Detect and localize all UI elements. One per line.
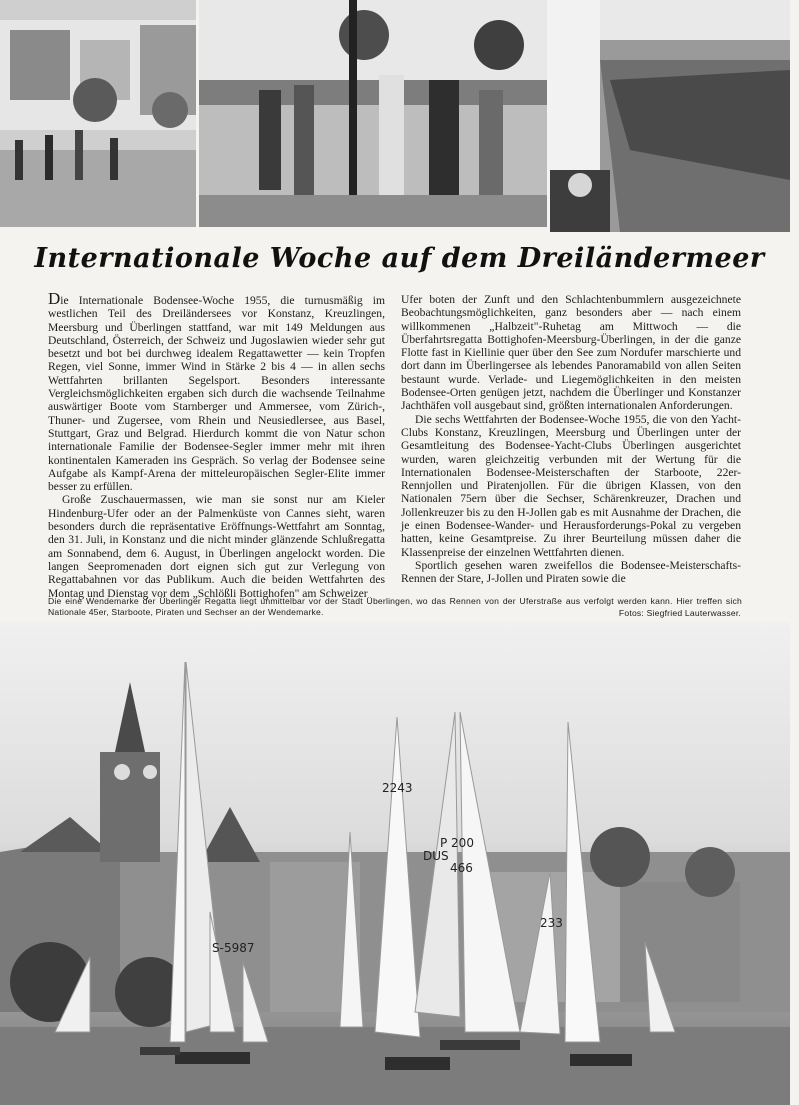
photo-credit: Fotos: Siegfried Lauterwasser.	[618, 608, 741, 618]
article-headline: Internationale Woche auf dem Dreiländermeer	[34, 243, 765, 274]
article-column-right	[401, 293, 741, 586]
photo-caption: Die eine Wendemarke der Überlinger Regatta liegt unmittelbar vor der Stadt Überlingen, wo das Rennen von der Uferstraße aus verfolgt werden kann. Hier treffen sich Nationale 45er, Starboote, Piraten und Sechser an der Wendemarke.	[48, 596, 742, 617]
sail-number: 2243	[382, 781, 413, 795]
article-column-left	[48, 289, 385, 600]
photo-promenade-cafe	[0, 0, 196, 227]
sail-number: 466	[450, 861, 473, 875]
article-paragraph: Sportlich gesehen waren zweifellos die Bodensee-Meisterschafts-Rennen der Stare, J-Jollen und Piraten sowie die	[401, 558, 741, 586]
sail-number: S-5987	[212, 941, 255, 955]
sail-number: DUS	[423, 849, 449, 863]
article-paragraph: Die sechs Wettfahrten der Bodensee-Woche 1955, die von den Yacht-Clubs Konstanz, Kreuzlingen, Meersburg und Überlingen unter der Gesamtleitung des Bodensee-Yacht-Clubs Überlingen ausgerichtet wurden, waren gleichzeitig verbunden mit der Wertung für die Internationalen Bodensee-Meisterschaften der Starboote, 22er-Rennjollen und Piratenjollen. Für die übrigen Klassen, von den Nationalen 75ern über die Sechser, Schärenkreuzer, Drachen und Jollenkreuzer bis zu den H-Jollen gab es mit Ausnahme der Drachen, die je einen Bodensee-Wander- und Herausforderungs-Pokal zu vergeben hatten, keine Gesamtpreise. Zu ihrer Beurteilung müssen daher die Klassenpreise der einzelnen Wettfahrten dienen.	[401, 412, 741, 559]
article-paragraph: Ufer boten der Zunft und den Schlachtenbummlern ausgezeichnete Beobachtungsmöglichkeiten, ganz besonders aber — nach einem willkommenen „Halbzeit"-Ruhetag am Mittwoch — die Überfahrtsregatta Bottighofen-Meersburg-Überlingen, in der die ganze Flotte fast in Kiellinie quer über den See zum Nordufer marschierte und dort dann im Überlingersee als lebendes Panoramabild von allen Seiten bestaunt wurde. Verlade- und Liegemöglichkeiten in den meisten Bodensee-Orten genügen jetzt, nachdem die Überlinger und Konstanzer Jachthäfen voll ausgebaut sind, größten internationalen Anforderungen.	[401, 293, 741, 413]
photo-regatta-ueberlingen	[0, 622, 790, 1105]
article-paragraph	[48, 289, 385, 494]
photo-crowd-harbor	[550, 0, 790, 232]
photo-spectators-terrace	[199, 0, 547, 227]
dropcap: D	[48, 289, 61, 308]
article-paragraph: Große Zuschauermassen, wie man sie sonst nur am Kieler Hindenburg-Ufer oder an der Palmenküste von Cannes sieht, waren besonders durch die repräsentative Eröffnungs-Wettfahrt am Sonntag, den 31. Juli, in Konstanz und die nicht minder glänzende Schlußregatta am Sonnabend, dem 6. August, in Überlingen angelockt worden. Die langen Seepromenaden dort eignen sich gut zur Verlegung von Regattabahnen vor das Publikum. Auch die beiden Wettfahrten des Montag und Dienstag vor dem „Schlößli Bottighofen" am Schweizer	[48, 493, 385, 600]
paragraph-text: ie Internationale Bodensee-Woche 1955, die turnusmäßig im westlichen Teil des Dreiländersees vor Konstanz, Kreuzlingen, Meersburg und Überlingen stattfand, war mit 149 Meldungen aus Deutschland, Österreich, der Schweiz und Jugoslawien wieder sehr gut besetzt und bot bei durchweg idealem Regattawetter — kein Tropfen Regen, viel Sonne, immer Wind in Stärke 2 bis 4 — in allen sechs Wettfahrten brillanten Segelsport. Besonders interessante Vergleichsmöglichkeiten ergaben sich durch die wachsende Teilnahme auswärtiger Boote vom Starnberger und Ammersee, vom Zürich-, Thuner- und Zugersee, vom Rhein und Neusiedlersee, aus Basel, Stuttgart, Graz und Belgrad. Hierdurch kommt die von Natur schon internationale Familie der Bodensee-Segler immer mehr mit ihren kontinentalen Kameraden ins Gespräch. So verlag der Bodensee seine Aufgabe als Kampf-Arena der mitteleuropäischen Segler-Elite immer besser zu erfüllen.	[48, 294, 385, 494]
sail-number: P 200	[440, 836, 474, 850]
sail-number: 233	[540, 916, 563, 930]
